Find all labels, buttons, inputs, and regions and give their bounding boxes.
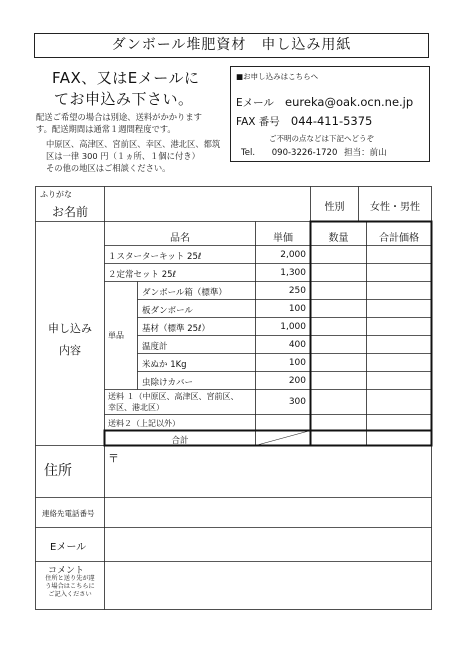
note-line: 中原区、高津区、宮前区、幸区、港北区、都筑 (46, 139, 221, 149)
note-line: 配送ご希望の場合は別途、送料がかかります (36, 112, 202, 122)
gender-options[interactable]: 女性・男性 (370, 202, 420, 213)
item-name: 基材（標準 25ℓ） (142, 324, 211, 334)
quantity-column[interactable] (311, 246, 366, 430)
form-title: ダンボール堆肥資材 申し込み用紙 (34, 33, 429, 58)
address-label: 住所 (44, 463, 72, 479)
note-line: す。配送期間は通常１週間程度です。 (36, 124, 176, 134)
contact-label: ■お申し込みはこちらへ (236, 72, 319, 81)
comment-label: コメント (48, 566, 85, 576)
item-name: 虫除けカバー (142, 378, 194, 388)
item-price: 2,000 (280, 250, 306, 260)
email-key: Eメール (236, 97, 274, 109)
email-value[interactable]: eureka@oak.ocn.ne.jp (285, 95, 414, 109)
email-field[interactable] (106, 529, 430, 560)
order-label (36, 318, 104, 362)
order-label-line: 内容 (59, 344, 81, 357)
postal-mark: 〒 (108, 452, 119, 465)
col-header-total: 合計価格 (379, 233, 419, 244)
shipping-1-label (108, 391, 239, 413)
fax-value: 044-411-5375 (290, 114, 373, 128)
note-line: その他の地区はご相談ください。 (46, 163, 171, 173)
comment-note (36, 575, 104, 599)
item-price: 1,300 (280, 268, 306, 278)
item-price: 100 (288, 304, 306, 314)
tel-key: Tel. (241, 148, 256, 158)
note-line: 区は一律 300 円（１ヵ所、１個に付き） (46, 151, 200, 161)
phone-label: 連絡先電話番号 (42, 509, 95, 518)
col-header-qty: 数量 (328, 233, 349, 244)
col-header-price: 単価 (273, 233, 293, 244)
item-name: １スターターキット 25ℓ (108, 252, 202, 262)
fax-heading-line: FAX、又はEメールに (52, 69, 200, 87)
order-label-line: 申し込み (48, 322, 92, 335)
shipping-2-label: 送料２（上記以外） (108, 419, 180, 428)
inquiry-text: ご不明の点などは下記へどうぞ (269, 134, 374, 143)
shipping-line: 幸区、港北区） (108, 403, 164, 412)
item-name: 米ぬか 1Kg (142, 360, 187, 370)
comment-field[interactable] (106, 563, 430, 608)
comment-note-line: ご記入ください (48, 591, 92, 598)
shipping-1-price: 300 (288, 397, 306, 407)
shipping-line: 送料 １（中原区、高津区、宮前区、 (108, 392, 239, 401)
col-header-item: 品名 (170, 233, 190, 244)
item-price: 100 (288, 358, 306, 368)
item-price: 200 (288, 376, 306, 386)
item-name: ダンボール箱（標準） (142, 288, 227, 298)
tel-value: 090-3226-1720 (271, 148, 338, 158)
furigana-label: ふりがな (40, 190, 72, 199)
fax-heading-line: てお申込み下さい。 (54, 90, 194, 108)
item-price: 250 (288, 286, 306, 296)
name-field[interactable] (106, 188, 309, 220)
item-price: 400 (288, 340, 306, 350)
item-name: 温度計 (142, 342, 168, 352)
item-name: 板ダンボール (142, 306, 193, 316)
address-field[interactable] (106, 447, 430, 496)
contact-person: 担当：前山 (344, 148, 387, 158)
comment-note-line: 住所と送り先が違 (45, 575, 95, 582)
sum-label: 合計 (171, 436, 189, 446)
item-name: ２定常セット 25ℓ (108, 270, 177, 280)
email-label: Eメール (50, 542, 87, 553)
name-label: お名前 (52, 205, 89, 219)
item-price: 1,000 (280, 322, 306, 332)
gender-label: 性別 (324, 202, 345, 213)
single-items-label: 単品 (108, 331, 124, 340)
phone-field[interactable] (106, 499, 430, 526)
comment-note-line: う場合はこちらに (45, 583, 95, 590)
fax-key: FAX 番号 (236, 116, 280, 128)
